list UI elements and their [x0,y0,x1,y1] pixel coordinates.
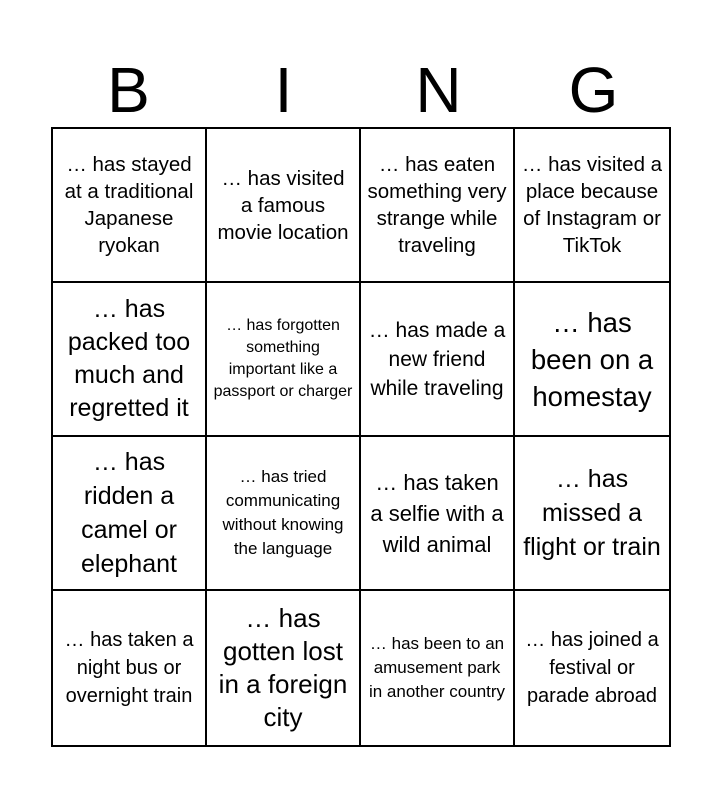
bingo-cell-text: … has packed too much and regretted it [67,295,191,422]
bingo-cell-text: … has taken a selfie with a wild animal [370,469,504,557]
bingo-cell-r2-c2[interactable] [207,283,361,437]
bingo-cell-r1-c3[interactable] [361,129,515,283]
bingo-cell-r3-c1[interactable] [53,437,207,591]
bingo-cell-text: … has made a new friend while traveling [368,318,506,400]
bingo-cell-text: … has stayed at a traditional Japanese ryokan [64,153,194,257]
bingo-cell-r1-c2[interactable] [207,129,361,283]
bingo-cell-r3-c4[interactable] [515,437,669,591]
bingo-cell-text: … has visited a famous movie location [217,166,349,244]
bingo-cell-text: … has forgotten something important like a passport or charger [213,317,353,400]
bingo-header [51,52,671,128]
bingo-cell-r2-c3[interactable] [361,283,515,437]
bingo-cell-r2-c4[interactable] [515,283,669,437]
bingo-cell-r3-c2[interactable] [207,437,361,591]
header-letter-n: N [415,54,462,126]
bingo-cell-text: … has taken a night bus or overnight train [64,629,194,707]
bingo-cell-r4-c4[interactable] [515,591,669,745]
bingo-cell-text: … has been to an amusement park in another country [368,634,506,701]
bingo-cell-r4-c1[interactable] [53,591,207,745]
header-letter-b: B [107,54,150,126]
bingo-cell-text: … has tried communicating without knowing the language [222,467,344,558]
header-letter-g: G [568,54,619,126]
bingo-cell-text: … has visited a place because of Instagram or TikTok [521,153,663,257]
bingo-cell-text: … has ridden a camel or elephant [81,448,177,578]
bingo-cell-text: … has missed a flight or train [523,465,661,561]
header-letter-i: I [274,54,293,126]
bingo-grid [51,127,671,747]
bingo-cell-text: … has eaten something very strange while traveling [367,153,507,257]
bingo-cell-r1-c4[interactable] [515,129,669,283]
bingo-cell-r2-c1[interactable] [53,283,207,437]
bingo-cell-r1-c1[interactable] [53,129,207,283]
bingo-cell-r3-c3[interactable] [361,437,515,591]
bingo-cell-text: … has gotten lost in a foreign city [218,603,348,732]
bingo-cell-text: … has been on a homestay [530,306,654,412]
bingo-cell-r4-c2[interactable] [207,591,361,745]
bingo-cell-r4-c3[interactable] [361,591,515,745]
bingo-cell-text: … has joined a festival or parade abroad [525,629,659,707]
